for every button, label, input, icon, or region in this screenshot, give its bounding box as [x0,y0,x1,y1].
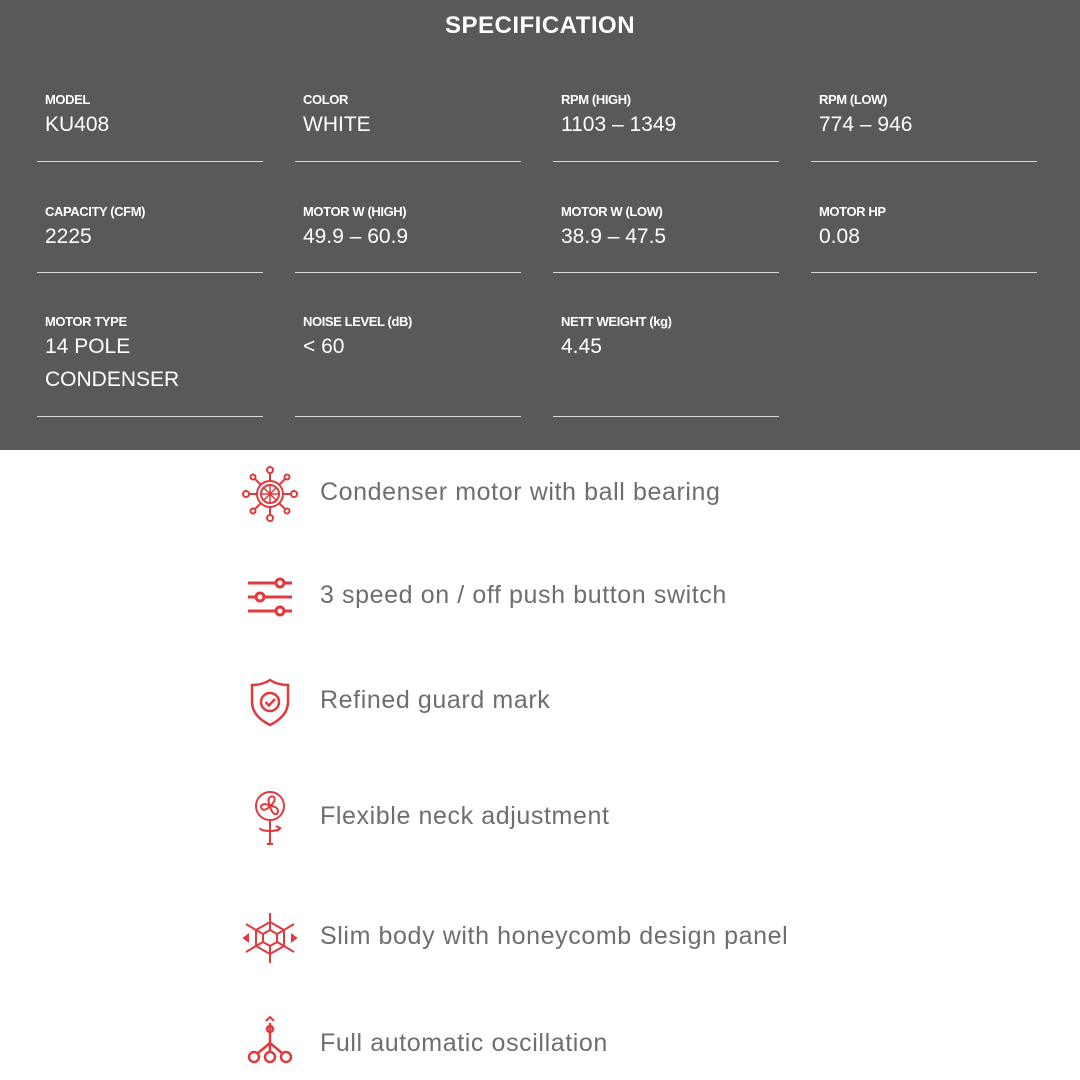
divider [811,161,1037,162]
spec-value: WHITE [303,113,371,136]
spec-value: 0.08 [819,225,860,248]
shield-check-icon [240,672,300,732]
spec-cell-rpm-low [811,92,1037,141]
spec-value: 14 POLE CONDENSER [45,335,180,391]
spec-value: 49.9 – 60.9 [303,225,409,248]
spec-label: RPM (LOW) [819,92,887,107]
honeycomb-icon [240,908,300,968]
spec-cell-model [37,92,263,141]
feature-text: Refined guard mark [320,686,551,714]
oscillation-icon [240,1015,300,1075]
spec-label: MOTOR TYPE [45,314,127,329]
spec-value: 38.9 – 47.5 [561,225,667,248]
spec-label: NOISE LEVEL (dB) [303,314,412,329]
spec-cell-nett-weight [553,314,779,363]
spec-value: 774 – 946 [819,113,913,136]
feature-text: 3 speed on / off push button switch [320,581,727,609]
feature-item [240,464,880,524]
spec-value: 4.45 [561,335,602,358]
feature-text: Condenser motor with ball bearing [320,478,721,506]
divider [553,161,779,162]
spec-value: 1103 – 1349 [561,113,677,136]
spec-label: MODEL [45,92,90,107]
feature-text: Full automatic oscillation [320,1029,608,1057]
spec-label: NETT WEIGHT (kg) [561,314,672,329]
feature-item [240,672,880,732]
feature-item [240,908,880,968]
spec-cell-capacity [37,204,263,253]
spec-cell-motor-w-low [553,204,779,253]
feature-text: Slim body with honeycomb design panel [320,922,789,950]
spec-value: 2225 [45,225,92,248]
spec-label: COLOR [303,92,348,107]
spec-cell-noise-level [295,314,521,363]
spec-label: CAPACITY (CFM) [45,204,146,219]
divider [37,272,263,273]
fan-neck-icon [240,788,300,848]
divider [811,272,1037,273]
spec-cell-motor-hp [811,204,1037,253]
spec-label: MOTOR HP [819,204,886,219]
spec-cell-rpm-high [553,92,779,141]
motor-icon [240,464,300,524]
divider [295,272,521,273]
spec-label: MOTOR W (LOW) [561,204,663,219]
divider [37,416,263,417]
spec-cell-color [295,92,521,141]
spec-label: RPM (HIGH) [561,92,631,107]
divider [37,161,263,162]
specification-title: SPECIFICATION [444,12,636,39]
divider [295,416,521,417]
divider [553,416,779,417]
spec-label: MOTOR W (HIGH) [303,204,407,219]
divider [553,272,779,273]
feature-item [240,788,880,848]
spec-cell-motor-w-high [295,204,521,253]
feature-item [240,567,880,627]
features-list [0,450,1080,1080]
feature-text: Flexible neck adjustment [320,802,610,830]
spec-value: < 60 [303,335,345,358]
divider [295,161,521,162]
feature-item [240,1015,880,1075]
spec-cell-motor-type [37,314,263,396]
specification-panel [0,0,1080,450]
spec-value: KU408 [45,113,110,136]
speed-switch-icon [240,567,300,627]
